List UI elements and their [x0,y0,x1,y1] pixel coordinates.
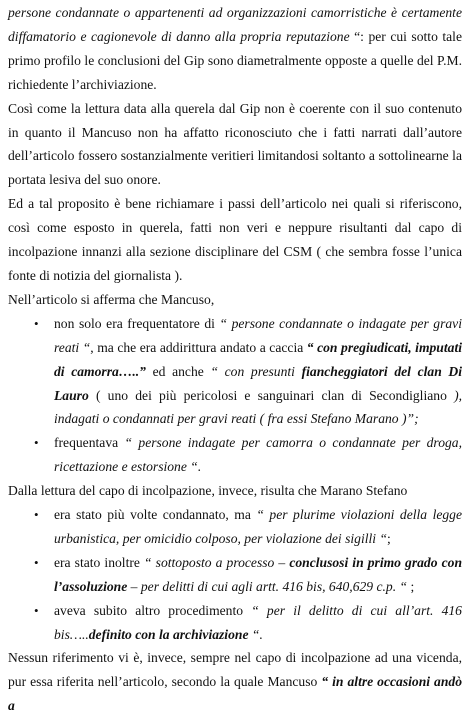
list-item [8,503,462,551]
list-text: , ma che era addirittura andato a caccia [90,339,307,355]
list-text: ( uno dei più pericolosi e sanguinari clan di Secondigliano [88,387,455,403]
list-item [8,312,462,432]
bullet-list-charges [8,503,462,646]
paragraph-1 [8,1,462,97]
paragraph-2: Così come la lettura data alla querela dal Gip non è coerente con il suo contenuto in quanto il Mancuso non ha affatto riconosciuto che i fatti narrati dall’autore dell’articolo fossero sostanzialmente veritieri limitandosi soltanto a sottolinearne la portata lesiva del suo onore. [8,100,462,188]
bullet-icon: • [34,507,39,523]
quote-italic: “ con presunti [210,363,302,379]
document-page [0,1,470,714]
quote-bold-italic: “ in altre occasioni andò a [8,674,463,714]
list-item [8,551,462,599]
list-text: era stato inoltre [54,554,145,570]
paragraph-3: Ed a tal proposito è bene richiamare i passi dell’articolo nei quali si riferiscono, così come esposto in querela, fatti non veri e neppure risultanti dal capo di incolpazione innanzi alla sezione disciplinare del CSM ( che sembra fosse l’unica fonte di notizia del giornalista ). [8,196,462,283]
quote-italic: “ persone indagate per camorra o condannate per droga, ricettazione e estorsione “. [54,435,462,475]
paragraph-text: “: per cui sotto tale primo profilo le conclusioni del Gip sono diametralmente opposte a quelle del P.M. richiedente l’archiviazione. [8,28,462,92]
list-item [8,599,462,647]
list-text: frequentava [54,435,125,451]
list-text: ed anche [145,363,211,379]
bullet-icon: • [34,554,39,570]
quote-italic: “ sottoposto a processo – [144,554,290,570]
list-text: non solo era frequentatore di [54,315,220,331]
quote-bold-italic: conclusosi in primo grado con l’assoluzione [54,554,463,594]
paragraph-6 [8,646,462,718]
list-text: ; [387,530,391,546]
list-text: ; [407,578,415,594]
paragraph-4: Nell’articolo si afferma che Mancuso, [8,291,215,307]
bullet-icon: • [34,435,39,451]
list-text: era stato più volte condannato, ma [54,507,257,523]
quote-bold-italic: fiancheggiatori del clan Di Lauro [54,363,462,403]
bullet-list-article [8,312,462,479]
quote-italic: persone condannate o appartenenti ad organizzazioni camorristiche è certamente diffamatorio e cagionevole di danno alla propria reputazione [8,5,462,44]
quote-italic: “ persone condannate o indagate per gravi reati “ [54,315,462,355]
quote-bold-italic: “ con pregiudicati, imputati di camorra…..” [54,339,462,379]
quote-italic: ), indagati o condannati per gravi reati ( fra essi Stefano Marano )”; [54,387,462,427]
quote-italic: – per delitti di cui agli artt. 416 bis, 640,629 c.p. “ [127,578,408,594]
quote-italic: “ per il delitto di cui all’art. 416 bis….. [54,602,462,642]
bullet-icon: • [34,602,39,618]
quote-italic: “ per plurime violazioni della legge urbanistica, per omicidio colposo, per violazione dei sigilli “ [54,507,463,546]
paragraph-text: Nessun riferimento vi è, invece, sempre nel capo di incolpazione ad una vicenda, pur essa riferita nell’articolo, secondo la quale Mancuso [8,650,462,690]
quote-italic: “. [248,626,263,642]
quote-bold-italic: definito con la archiviazione [88,626,249,642]
bullet-icon: • [34,315,39,331]
list-text: aveva subito altro procedimento [54,602,252,618]
paragraph-5: Dalla lettura del capo di incolpazione, invece, risulta che Marano Stefano [8,483,408,499]
list-item [8,431,462,479]
